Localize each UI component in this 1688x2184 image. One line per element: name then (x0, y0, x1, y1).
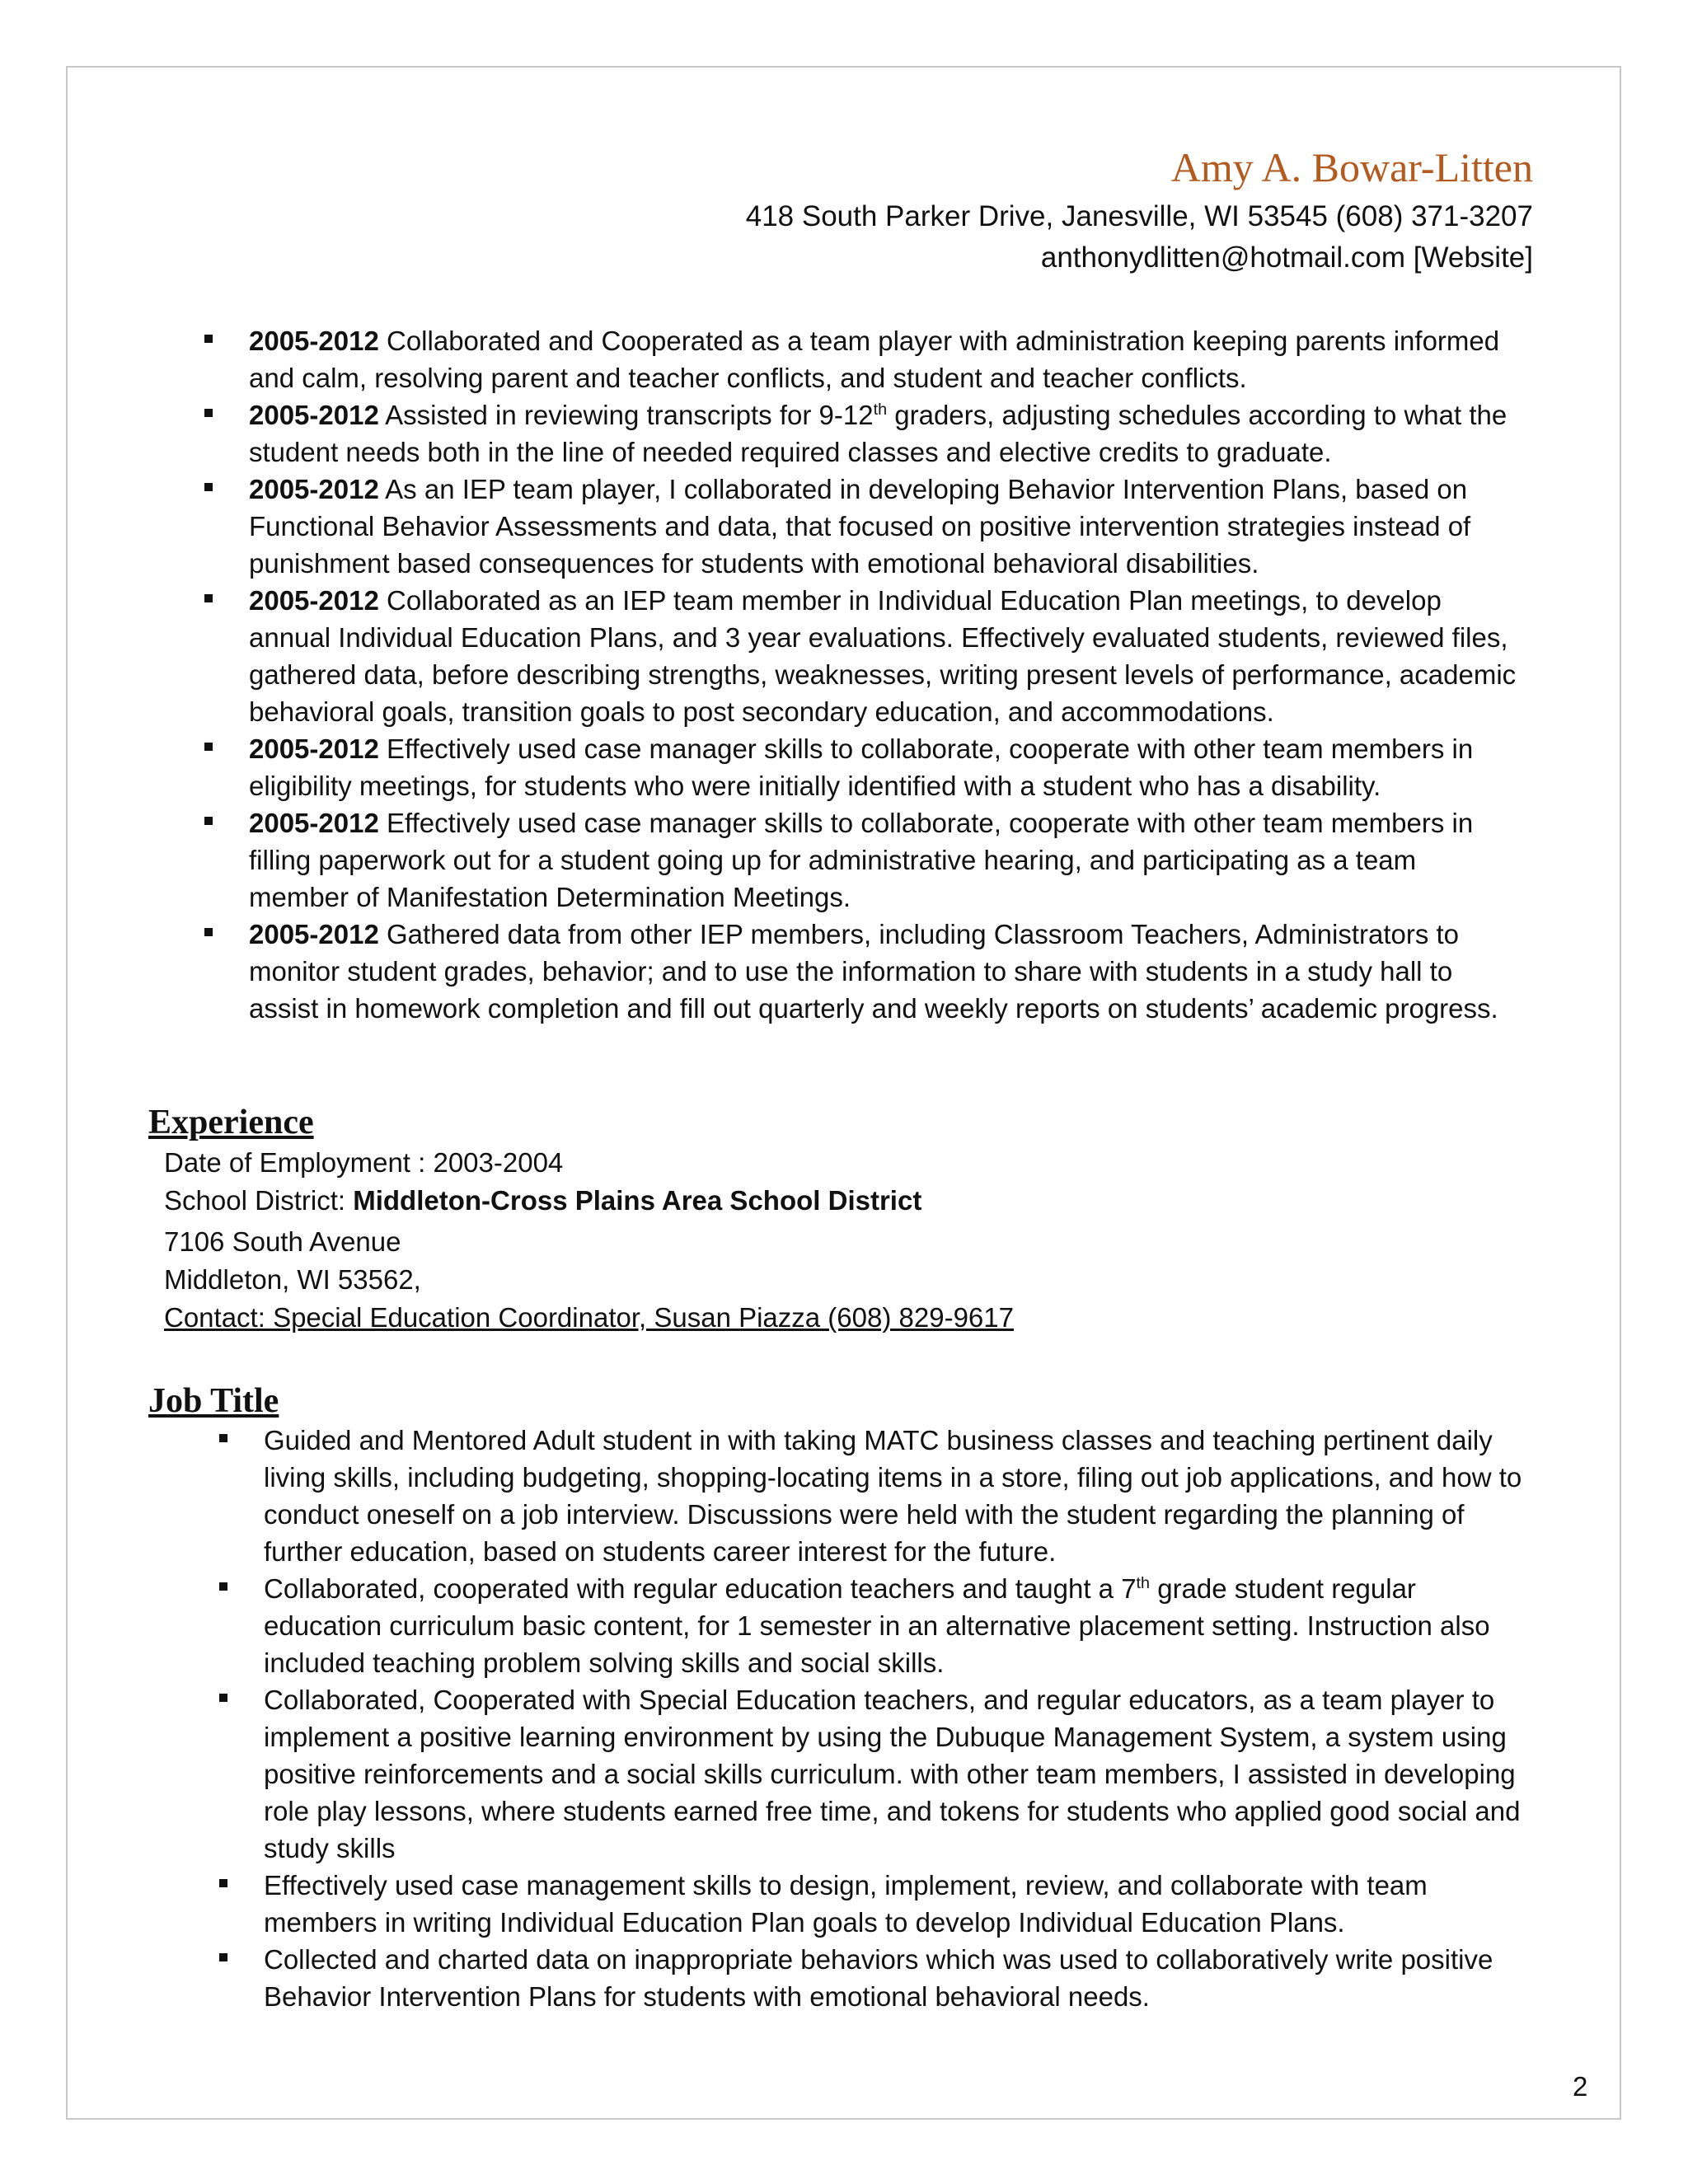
bullet-text: Collected and charted data on inappropriate behaviors which was used to collaboratively write positive Behavior Intervention Plans for students with emotional behavioral needs. (264, 1944, 1493, 2012)
contact-person: Contact: Special Education Coordinator, Susan Piazza (608) 829-9617 (164, 1302, 1014, 1333)
list-item (219, 1681, 1538, 1867)
bullet-text: grade student regular education curriculum basic content, for 1 semester in an alternative placement setting. Instruction also included teaching problem solving skills and social skills. (264, 1573, 1490, 1678)
bullet-square-icon (204, 743, 213, 751)
bullet-square-icon (204, 335, 213, 343)
bullet-square-icon (204, 928, 213, 936)
list-item (219, 1941, 1538, 2015)
list-item (204, 396, 1523, 471)
bullet-square-icon (219, 1953, 227, 1961)
bullet-text: graders, adjusting schedules according to what the student needs both in the line of needed required classes and elective credits to graduate. (249, 400, 1507, 467)
job-title-heading: Job Title (148, 1382, 279, 1420)
bullet-text: Guided and Mentored Adult student in with taking MATC business classes and teaching pertinent daily living skills, including budgeting, shopping-locating items in a store, filing out job applications, and how to conduct oneself on a job interview. Discussions were held with the student regarding the planning of further education, based on students career interest for the future. (264, 1425, 1522, 1567)
bullet-text: Gathered data from other IEP members, including Classroom Teachers, Administrators to monitor student grades, behavior; and to use the information to share with students in a study hall to assist in homework completion and fill out quarterly and weekly reports on students’ academic progress. (249, 919, 1498, 1024)
bullet-text: Effectively used case manager skills to collaborate, cooperate with other team members in filling paperwork out for a student going up for administrative hearing, and participating as a team member of Manifestation Determination Meetings. (249, 808, 1474, 912)
experience-heading: Experience (148, 1104, 314, 1141)
list-item (204, 322, 1523, 396)
list-item (219, 1422, 1538, 1570)
bullet-square-icon (204, 409, 213, 417)
year-range: 2005-2012 (249, 585, 379, 616)
bullet-square-icon (219, 1582, 227, 1591)
bullet-text: Effectively used case management skills to design, implement, review, and collaborate with team members in writing Individual Education Plan goals to develop Individual Education Plans. (264, 1870, 1428, 1938)
list-item (204, 804, 1523, 916)
employment-date: Date of Employment : 2003-2004 (164, 1147, 564, 1178)
district-name: Middleton-Cross Plains Area School District (353, 1185, 922, 1216)
street-address: 7106 South Avenue (164, 1226, 401, 1257)
bullet-text: Collaborated, Cooperated with Special Education teachers, and regular educators, as a team player to implement a positive learning environment by using the Dubuque Management System, a system using positive reinforcements and a social skills curriculum. with other team members, I assisted in developing role play lessons, where students earned free time, and tokens for students who applied good social and study skills (264, 1685, 1521, 1863)
page-number: 2 (1573, 2071, 1588, 2102)
year-range: 2005-2012 (249, 733, 379, 764)
list-item (219, 1867, 1538, 1941)
bullet-text: Collaborated as an IEP team member in Individual Education Plan meetings, to develop annual Individual Education Plans, and 3 year evaluations. Effectively evaluated students, reviewed files, gathered data, before describing strengths, weaknesses, writing present levels of performance, academic behavioral goals, transition goals to post secondary education, and accommodations. (249, 585, 1517, 727)
year-range: 2005-2012 (249, 326, 379, 356)
bullet-square-icon (204, 483, 213, 491)
email-line: anthonydlitten@hotmail.com [Website] (1040, 241, 1533, 274)
city-address: Middleton, WI 53562, (164, 1264, 421, 1295)
district-label: School District: (164, 1185, 354, 1216)
bullet-square-icon (219, 1434, 227, 1442)
year-range: 2005-2012 (249, 474, 379, 504)
list-item (204, 730, 1523, 804)
year-range: 2005-2012 (249, 808, 379, 838)
bullet-text: Collaborated, cooperated with regular education teachers and taught a 7 (264, 1573, 1137, 1604)
bullet-square-icon (204, 817, 213, 825)
superscript: th (1136, 1574, 1151, 1592)
bullet-square-icon (219, 1879, 227, 1887)
list-item (219, 1570, 1538, 1681)
bullet-square-icon (219, 1694, 227, 1702)
bullet-text: Effectively used case manager skills to collaborate, cooperate with other team members in eligibility meetings, for students who were initially identified with a student who has a disability. (249, 733, 1474, 801)
list-item (204, 582, 1523, 730)
accomplishments-list (204, 322, 1523, 1027)
address-line: 418 South Parker Drive, Janesville, WI 53545 (608) 371-3207 (745, 200, 1533, 232)
experience-details (164, 1144, 1014, 1337)
year-range: 2005-2012 (249, 919, 379, 949)
bullet-square-icon (204, 594, 213, 602)
list-item (204, 916, 1523, 1027)
list-item (204, 471, 1523, 582)
school-district (164, 1182, 1014, 1220)
candidate-name: Amy A. Bowar-Litten (1170, 144, 1533, 190)
bullet-text: As an IEP team player, I collaborated in developing Behavior Intervention Plans, based on Functional Behavior Assessments and data, that focused on positive intervention strategies instead of punishment based consequences for students with emotional behavioral disabilities. (249, 474, 1471, 579)
resume-header (746, 142, 1533, 279)
bullet-text: Collaborated and Cooperated as a team player with administration keeping parents informed and calm, resolving parent and teacher conflicts, and student and teacher conflicts. (249, 326, 1500, 393)
job-duties-list (219, 1422, 1538, 2015)
superscript: th (873, 401, 888, 419)
bullet-text: Assisted in reviewing transcripts for 9-12 (378, 400, 874, 430)
year-range: 2005-2012 (249, 400, 379, 430)
